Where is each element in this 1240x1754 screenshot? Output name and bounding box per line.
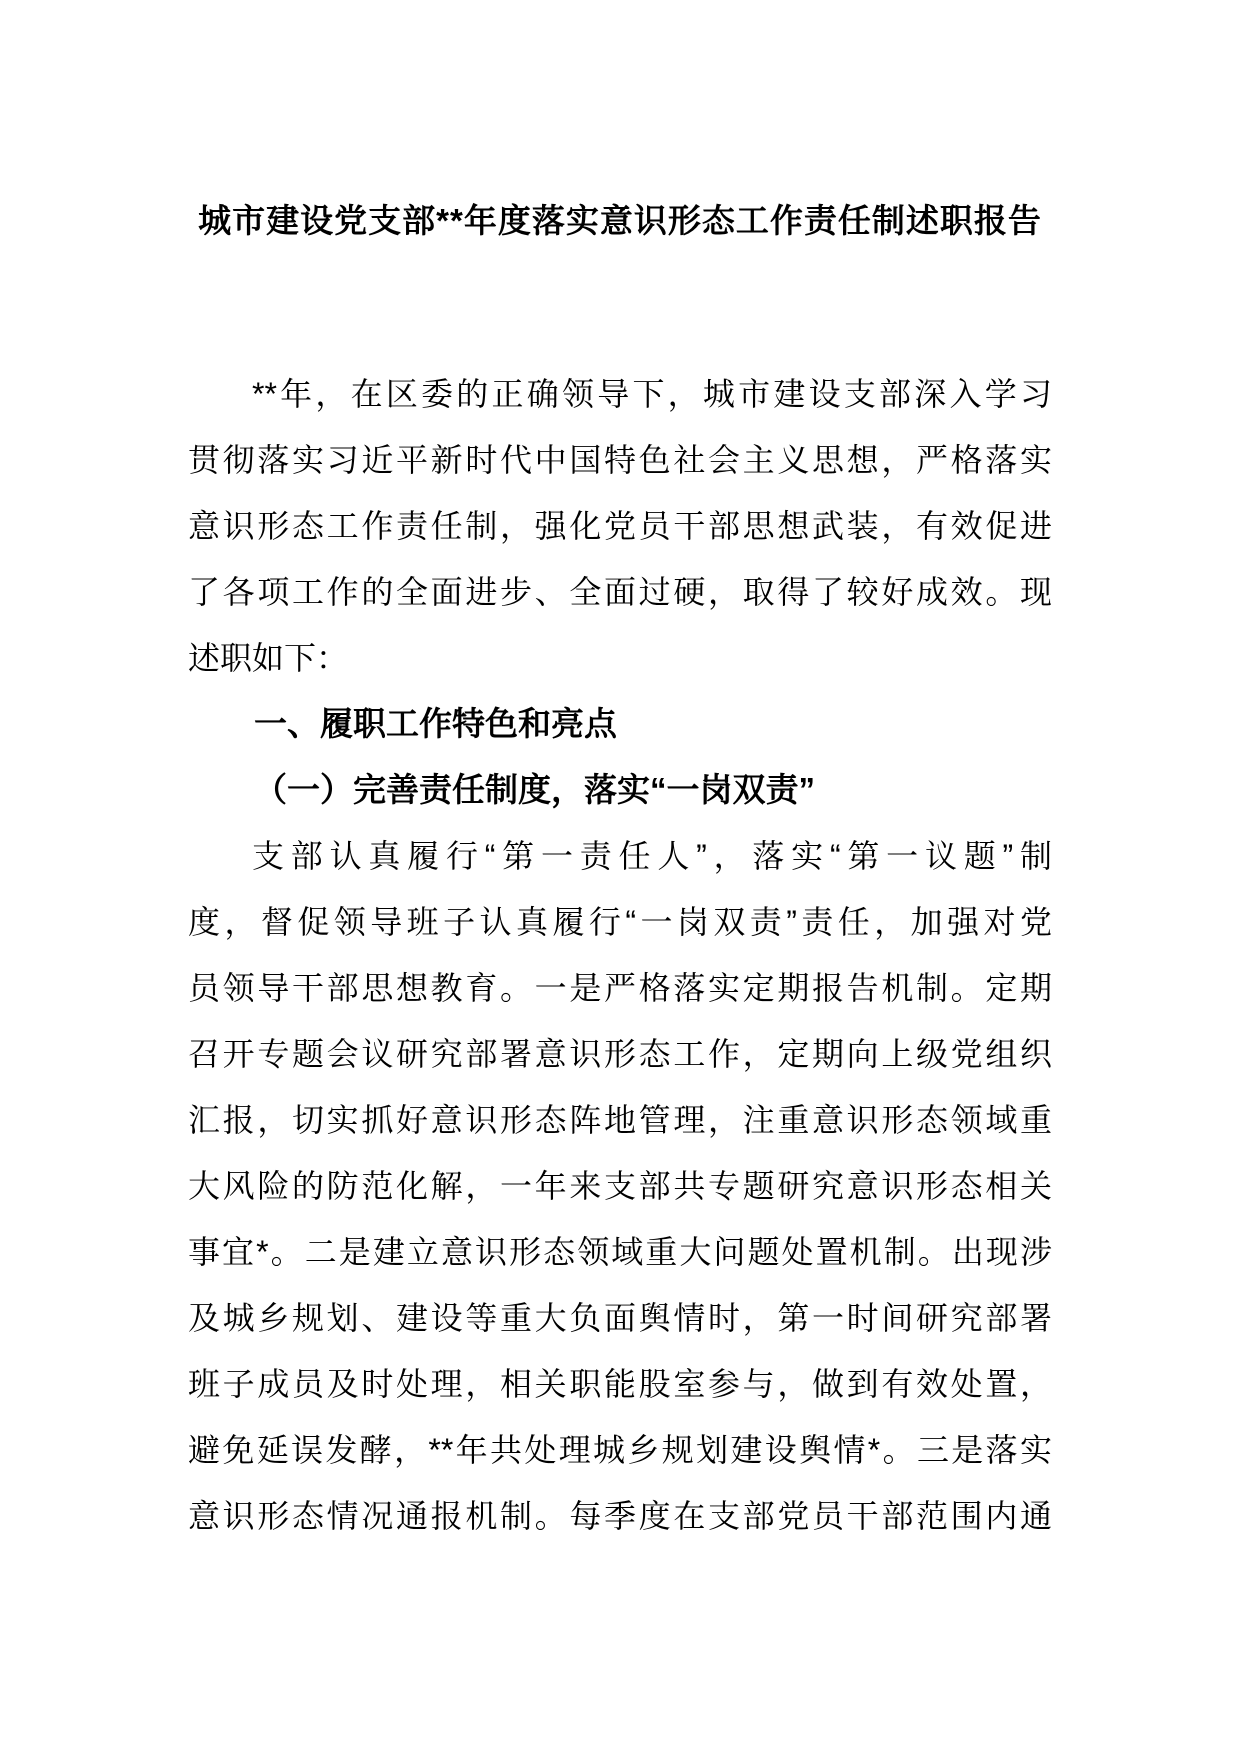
text-line: 意识形态情况通报机制。每季度在支部党员干部范围内通 xyxy=(188,1498,1052,1534)
text-line: 及城乡规划、建设等重大负面舆情时，第一时间研究部署 xyxy=(188,1300,1052,1336)
text-line: 支部认真履行“第一责任人”，落实“第一议题”制 xyxy=(252,838,1052,874)
body-paragraph xyxy=(188,361,1052,691)
text-line: 班子成员及时处理，相关职能股室参与，做到有效处置， xyxy=(188,1366,1052,1402)
body-paragraph xyxy=(188,823,1052,1549)
subsection-heading: （一）完善责任制度，落实“一岗双责” xyxy=(254,771,815,808)
document-title: 城市建设党支部**年度落实意识形态工作责任制述职报告 xyxy=(198,202,1042,239)
text-line: 贯彻落实习近平新时代中国特色社会主义思想，严格落实 xyxy=(188,442,1052,478)
text-line: 述职如下： xyxy=(188,640,349,676)
document-body xyxy=(188,361,1052,1549)
text-line: 大风险的防范化解，一年来支部共专题研究意识形态相关 xyxy=(188,1168,1052,1204)
text-line: 员领导干部思想教育。一是严格落实定期报告机制。定期 xyxy=(188,970,1052,1006)
text-line: 避免延误发酵，**年共处理城乡规划建设舆情*。三是落实 xyxy=(188,1432,1052,1468)
text-line: 汇报，切实抓好意识形态阵地管理，注重意识形态领域重 xyxy=(188,1102,1052,1138)
text-line: 召开专题会议研究部署意识形态工作，定期向上级党组织 xyxy=(188,1036,1052,1072)
text-line: 意识形态工作责任制，强化党员干部思想武装，有效促进 xyxy=(188,508,1052,544)
text-line: 事宜*。二是建立意识形态领域重大问题处置机制。出现涉 xyxy=(188,1234,1052,1270)
text-line: 度，督促领导班子认真履行“一岗双责”责任，加强对党 xyxy=(188,904,1052,940)
text-line: **年，在区委的正确领导下，城市建设支部深入学习 xyxy=(252,376,1052,412)
text-line: 了各项工作的全面进步、全面过硬，取得了较好成效。现 xyxy=(188,574,1052,610)
section-heading: 一、履职工作特色和亮点 xyxy=(254,705,617,742)
